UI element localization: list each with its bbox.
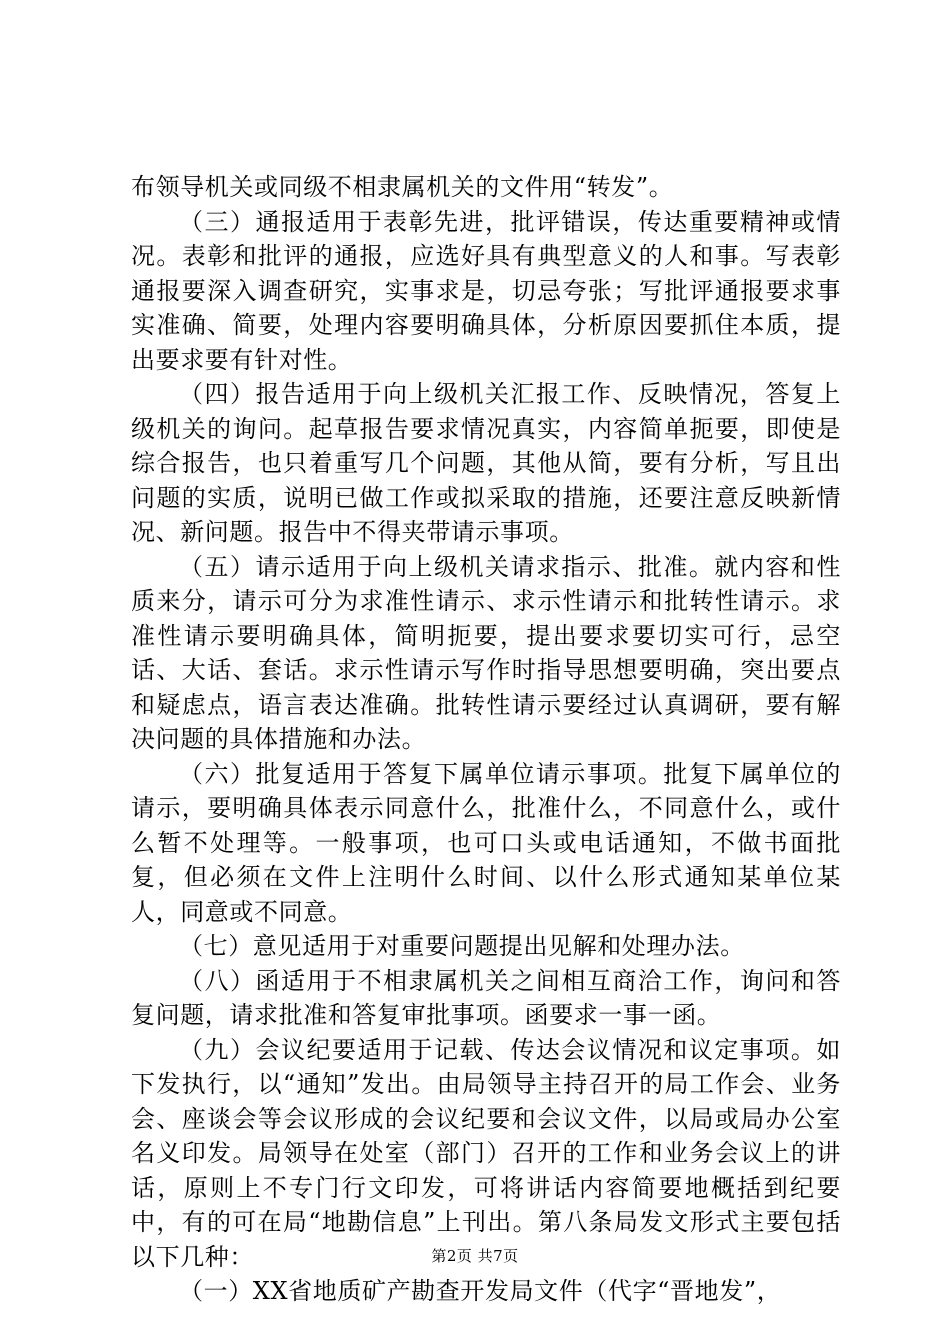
paragraph-huiyi-jiyao: （九）会议纪要适用于记载、传达会议情况和议定事项。如下发执行，以“通知”发出。由局领导主持召开的局工作会、业务会、座谈会等会议形成的会议纪要和会议文件，以局或局办公室名义印发。局领导在处室（部门）召开的工作和业务会议上的讲话，原则上不专门行文印发，可将讲话内容简要地概括到纪要中，有的可在局“地勘信息”上刊出。第八条局发文形式主要包括以下几种： xyxy=(131,1035,841,1271)
paragraph-yijian: （七）意见适用于对重要问题提出见解和处理办法。 xyxy=(179,932,745,960)
paragraph-wenjian: （一）XX省地质矿产勘查开发局文件（代字“晋地发”， xyxy=(179,1277,782,1305)
paragraph-continuation: 布领导机关或同级不相隶属机关的文件用“转发”。 xyxy=(131,173,674,201)
paragraph-baogao: （四）报告适用于向上级机关汇报工作、反映情况，答复上级机关的询问。起草报告要求情况真实，内容简单扼要，即使是综合报告，也只着重写几个问题，其他从简，要有分析，写且出问题的实质，说明已做工作或拟采取的措施，还要注意反映新情况、新问题。报告中不得夹带请示事项。 xyxy=(131,380,841,546)
page-number-footer: 第2页 共7页 xyxy=(431,1247,519,1265)
document-body xyxy=(131,170,841,1309)
paragraph-qingshi: （五）请示适用于向上级机关请求指示、批准。就内容和性质来分，请示可分为求准性请示、求示性请示和批转性请示。求准性请示要明确具体，简明扼要，提出要求要切实可行，忌空话、大话、套话。求示性请示写作时指导思想要明确，突出要点和疑虑点，语言表达准确。批转性请示要经过认真调研，要有解决问题的具体措施和办法。 xyxy=(131,552,841,753)
paragraph-han: （八）函适用于不相隶属机关之间相互商洽工作，询问和答复问题，请求批准和答复审批事项。函要求一事一函。 xyxy=(131,966,841,1029)
paragraph-tongbao: （三）通报适用于表彰先进，批评错误，传达重要精神或情况。表彰和批评的通报，应选好具有典型意义的人和事。写表彰通报要深入调查研究，实事求是，切忌夸张；写批评通报要求事实准确、简要，处理内容要明确具体，分析原因要抓住本质，提出要求要有针对性。 xyxy=(131,207,841,374)
paragraph-pifu: （六）批复适用于答复下属单位请示事项。批复下属单位的请示，要明确具体表示同意什么，批准什么，不同意什么，或什么暂不处理等。一般事项，也可口头或电话通知，不做书面批复，但必须在文件上注明什么时间、以什么形式通知某单位某人，同意或不同意。 xyxy=(131,759,841,926)
